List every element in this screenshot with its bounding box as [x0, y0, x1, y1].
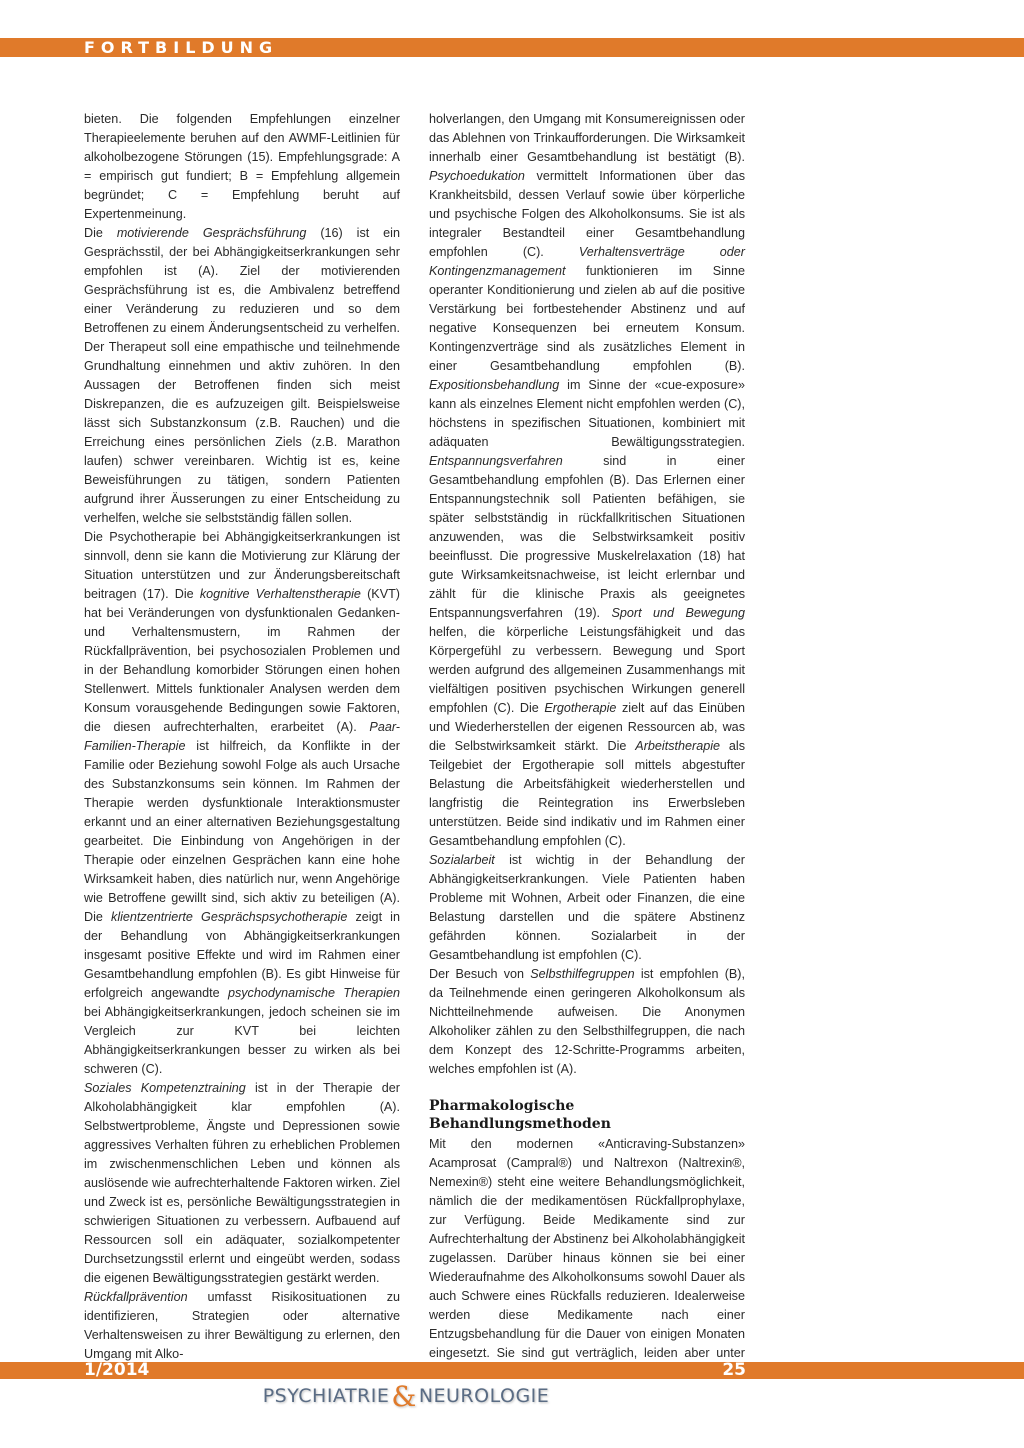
section-heading-line-2: Behandlungsmethoden [429, 1116, 611, 1132]
text-run: (KVT) hat bei Veränderungen von dysfunktionalen Gedanken- und Verhaltensmustern, im Rahmen der Rückfallprävention, bei psychosozialen Problemen und in der Behandlung komorbider Störungen einen hohen Stellenwert. Mittels funktionaler Analysen werden dem Konsum vorausgehende Bedingungen sowie Faktoren, die diesen aufrechterhalten, erarbeitet (A). [84, 587, 400, 734]
paragraph [84, 1288, 400, 1364]
text-run: ist hilfreich, da Konflikte in der Familie oder Beziehung sowohl Folge als auch Ursache des Substanzkonsums sein können. Im Rahmen der Therapie werden dysfunktionale Interaktionsmuster erkannt und an einer alternativen Beziehungsgestaltung gearbeitet. Die Einbindung von Angehörigen in der Therapie oder einzelnen Gesprächen kann eine hohe Wirksamkeit haben, dies natürlich nur, wenn Angehörige wie Betroffene gewillt sind, sich aktiv zu beteiligen (A). Die [84, 739, 400, 924]
emphasized-term: Entspannungsverfahren [429, 454, 563, 468]
paragraph [84, 528, 400, 1079]
ampersand: & [391, 1380, 417, 1413]
emphasized-term: Rückfallprävention [84, 1290, 188, 1304]
text-run: (16) ist ein Gesprächsstil, der bei Abhängigkeitserkrankungen sehr empfohlen ist (A). Ziel der motivierenden Gesprächsführung ist es, die Ambivalenz betreffend einer Veränderung zu reduzieren und so dem Betroffenen zu einem Änderungsentscheid zu verhelfen. Der Therapeut soll eine empathische und teilnehmende Grundhaltung einnehmen und aktiv zuhören. In den Aussagen der Betroffenen finden sich meist Diskrepanzen, die es aufzuzeigen gilt. Beispielsweise lässt sich Substanzkonsum (z.B. Rauchen) und die Erreichung eines persönlichen Ziels (z.B. Marathon laufen) schwer vereinbaren. Wichtig ist es, keine Beweisführungen zu tätigen, sondern Patienten aufgrund ihrer Äusserungen zu einer Entscheidung zu verhelfen, welche sie selbstständig fällen sollen. [84, 226, 400, 525]
section-label: FORTBILDUNG [84, 38, 279, 57]
paragraph [84, 110, 400, 224]
paragraph [429, 851, 745, 965]
text-run: Die Psychotherapie bei Abhängigkeitserkrankungen ist sinnvoll, denn sie kann die Motivierung zur Klärung der Situation unterstützen und zur Änderungsbereitschaft beitragen (17). Die [84, 530, 400, 601]
text-run: holverlangen, den Umgang mit Konsumereignissen oder das Ablehnen von Trinkaufforderungen. Die Wirksamkeit innerhalb einer Gesamtbehandlung ist bestätigt (B). [429, 112, 745, 164]
text-run: Der Besuch von [429, 967, 531, 981]
paragraph [84, 224, 400, 528]
text-run: bei Abhängigkeitserkrankungen, jedoch scheinen sie im Vergleich zur KVT bei leichten Abhängigkeitserkrankungen besser zu wirken als bei schweren (C). [84, 1005, 400, 1076]
emphasized-term: Sozialarbeit [429, 853, 495, 867]
emphasized-term: Selbsthilfegruppen [530, 967, 635, 981]
text-run: zielt auf das Einüben und Wiederherstellen der eigenen Ressourcen ab, was die Selbstwirksamkeit stärkt. Die [429, 701, 746, 753]
text-run: Die [84, 226, 117, 240]
paragraph [84, 1079, 400, 1288]
footer-bar [0, 1362, 1024, 1379]
text-run: vermittelt Informationen über das Krankheitsbild, dessen Verlauf sowie über körperliche und psychische Folgen des Alkoholkonsums. Sie ist als integraler Bestandteil einer Gesamtbehandlung empfohlen (C). [429, 169, 745, 259]
paragraph [429, 965, 745, 1079]
emphasized-term: psychodynamische Therapien [227, 986, 400, 1000]
left-column [84, 110, 400, 1364]
issue-number: 1/2014 [84, 1360, 150, 1380]
journal-name-right: NEUROLOGIE [418, 1385, 550, 1407]
text-run: sind in einer Gesamtbehandlung empfohlen (B). Das Erlernen einer Entspannungstechnik soll Patienten befähigen, sie später selbstständig in rückfallkritischen Situationen anzuwenden, was die Selbstwirksamkeit positiv beeinflusst. Die progressive Muskelrelaxation (18) hat gute Wirksamkeitsnachweise, ist leicht erlernbar und zählt für die klinische Praxis als geeignetes Entspannungsverfahren (19). [429, 454, 745, 620]
emphasized-term: Verhaltensverträge oder Kontingenzmanagement [429, 245, 745, 278]
emphasized-term: Soziales Kompetenztraining [84, 1081, 246, 1095]
paragraph [429, 110, 745, 851]
text-run: bieten. Die folgenden Empfehlungen einzelner Therapieelemente beruhen auf den AWMF-Leitlinien für alkoholbezogene Störungen (15). Empfehlungsgrade: A = empirisch gut fundiert; B = Empfehlung allgemein begründet; C = Empfehlung beruht auf Expertenmeinung. [84, 112, 400, 221]
text-run: zeigt in der Behandlung von Abhängigkeitserkrankungen insgesamt positive Effekte und wird im Rahmen einer Gesamtbehandlung empfohlen (B). Es gibt Hinweise für erfolgreich angewandte [84, 910, 400, 1000]
journal-logo [256, 1379, 556, 1413]
text-run: ist empfohlen (B), da Teilnehmende einen geringeren Alkoholkonsum als Nichtteilnehmende aufweisen. Die Anonymen Alkoholiker zählen zu den Selbsthilfegruppen, die nach dem Konzept des 12-Schritte-Programms arbeiten, welches empfohlen ist (A). [429, 967, 745, 1076]
text-run: helfen, die körperliche Leistungsfähigkeit und das Körpergefühl zu verbessern. Bewegung und Sport werden aufgrund des allgemeinen Zusammenhangs mit vielfältigen positiven psychischen Wirkungen generell empfohlen (C). Die [429, 625, 745, 715]
text-run: ist in der Therapie der Alkoholabhängigkeit klar empfohlen (A). Selbstwertprobleme, Ängste und Depressionen sowie aggressives Verhalten führen zu erheblichen Problemen im zwischenmenschlichen Leben und können als auslösende wie aufrechterhaltende Faktoren wirken. Ziel und Zweck ist es, persönliche Bewältigungsstrategien in schwierigen Situationen zu verbessern. Aufbauend auf Ressourcen soll ein adäquater, sozialkompetenter Durchsetzungsstil erlernt und eingeübt werden, sodass die eigenen Bewältigungsstrategien gestärkt werden. [84, 1081, 400, 1285]
right-column [429, 110, 745, 1382]
text-run: als Teilgebiet der Ergotherapie soll mittels abgestufter Belastung die Arbeitsfähigkeit wiederherstellen und langfristig die Reintegration ins Erwerbsleben unterstützen. Beide sind indikativ und im Rahmen einer Gesamtbehandlung empfohlen (C). [429, 739, 745, 848]
text-run: umfasst Risikosituationen zu identifizieren, Strategien oder alternative Verhaltensweisen zu ihrer Bewältigung zu erlernen, den Umgang mit Alko- [84, 1290, 400, 1361]
emphasized-term: Arbeitstherapie [635, 739, 721, 753]
right-column-body [429, 110, 745, 1079]
emphasized-term: Psychoedukation [429, 169, 525, 183]
emphasized-term: kognitive Verhaltenstherapie [199, 587, 361, 601]
emphasized-term: motivierende Gesprächsführung [116, 226, 307, 240]
text-run: im Sinne der «cue-exposure» kann als einzelnes Element nicht empfohlen werden (C), höchstens in spezifischen Situationen, kombiniert mit adäquaten Bewältigungsstrategien. [429, 378, 745, 449]
emphasized-term: Ergotherapie [544, 701, 617, 715]
text-run: ist wichtig in der Behandlung der Abhängigkeitserkrankungen. Viele Patienten haben Probleme mit Wohnen, Arbeit oder Finanzen, die eine Belastung darstellen und die spätere Abstinenz gefährden können. Sozialarbeit in der Gesamtbehandlung ist empfohlen (C). [429, 853, 745, 962]
text-run: funktionieren im Sinne operanter Konditionierung und zielen ab auf die positive Verstärkung bei fortbestehender Abstinenz und auf negative Konsequenzen bei erneutem Konsum. Kontingenzverträge sind als zusätzliches Element in einer Gesamtbehandlung empfohlen (B). [429, 264, 745, 373]
emphasized-term: Paar-Familien-Therapie [84, 720, 400, 753]
emphasized-term: klientzentrierte Gesprächspsychotherapie [111, 910, 348, 924]
journal-name-left: PSYCHIATRIE [262, 1385, 390, 1407]
section-heading-line-1: Pharmakologische [429, 1098, 575, 1114]
paragraph: Mit den modernen «Anticraving-Substanzen» Acamprosat (Campral®) und Naltrexon (Naltrexin®, Nemexin®) steht eine weitere Behandlungsmöglichkeit, nämlich die der medikamentösen Rückfallprophylaxe, zur Verfügung. Beide Medikamente sind zur Aufrechterhaltung der Abstinenz bei Alkoholabhängigkeit zugelassen. Darüber hinaus können sie bei einer Wiederaufnahme des Alkoholkonsums sowohl Dauer als auch Schwere eines Rückfalls reduzieren. Idealerweise werden diese Medikamente nach einer Entzugsbehandlung für die Dauer von einigen Monaten eingesetzt. Sie sind gut verträglich, leiden aber unter [429, 1137, 745, 1360]
emphasized-term: Sport und Bewegung [611, 606, 745, 620]
page-number: 25 [722, 1360, 746, 1380]
section-heading [429, 1097, 745, 1133]
emphasized-term: Expositionsbehandlung [429, 378, 560, 392]
